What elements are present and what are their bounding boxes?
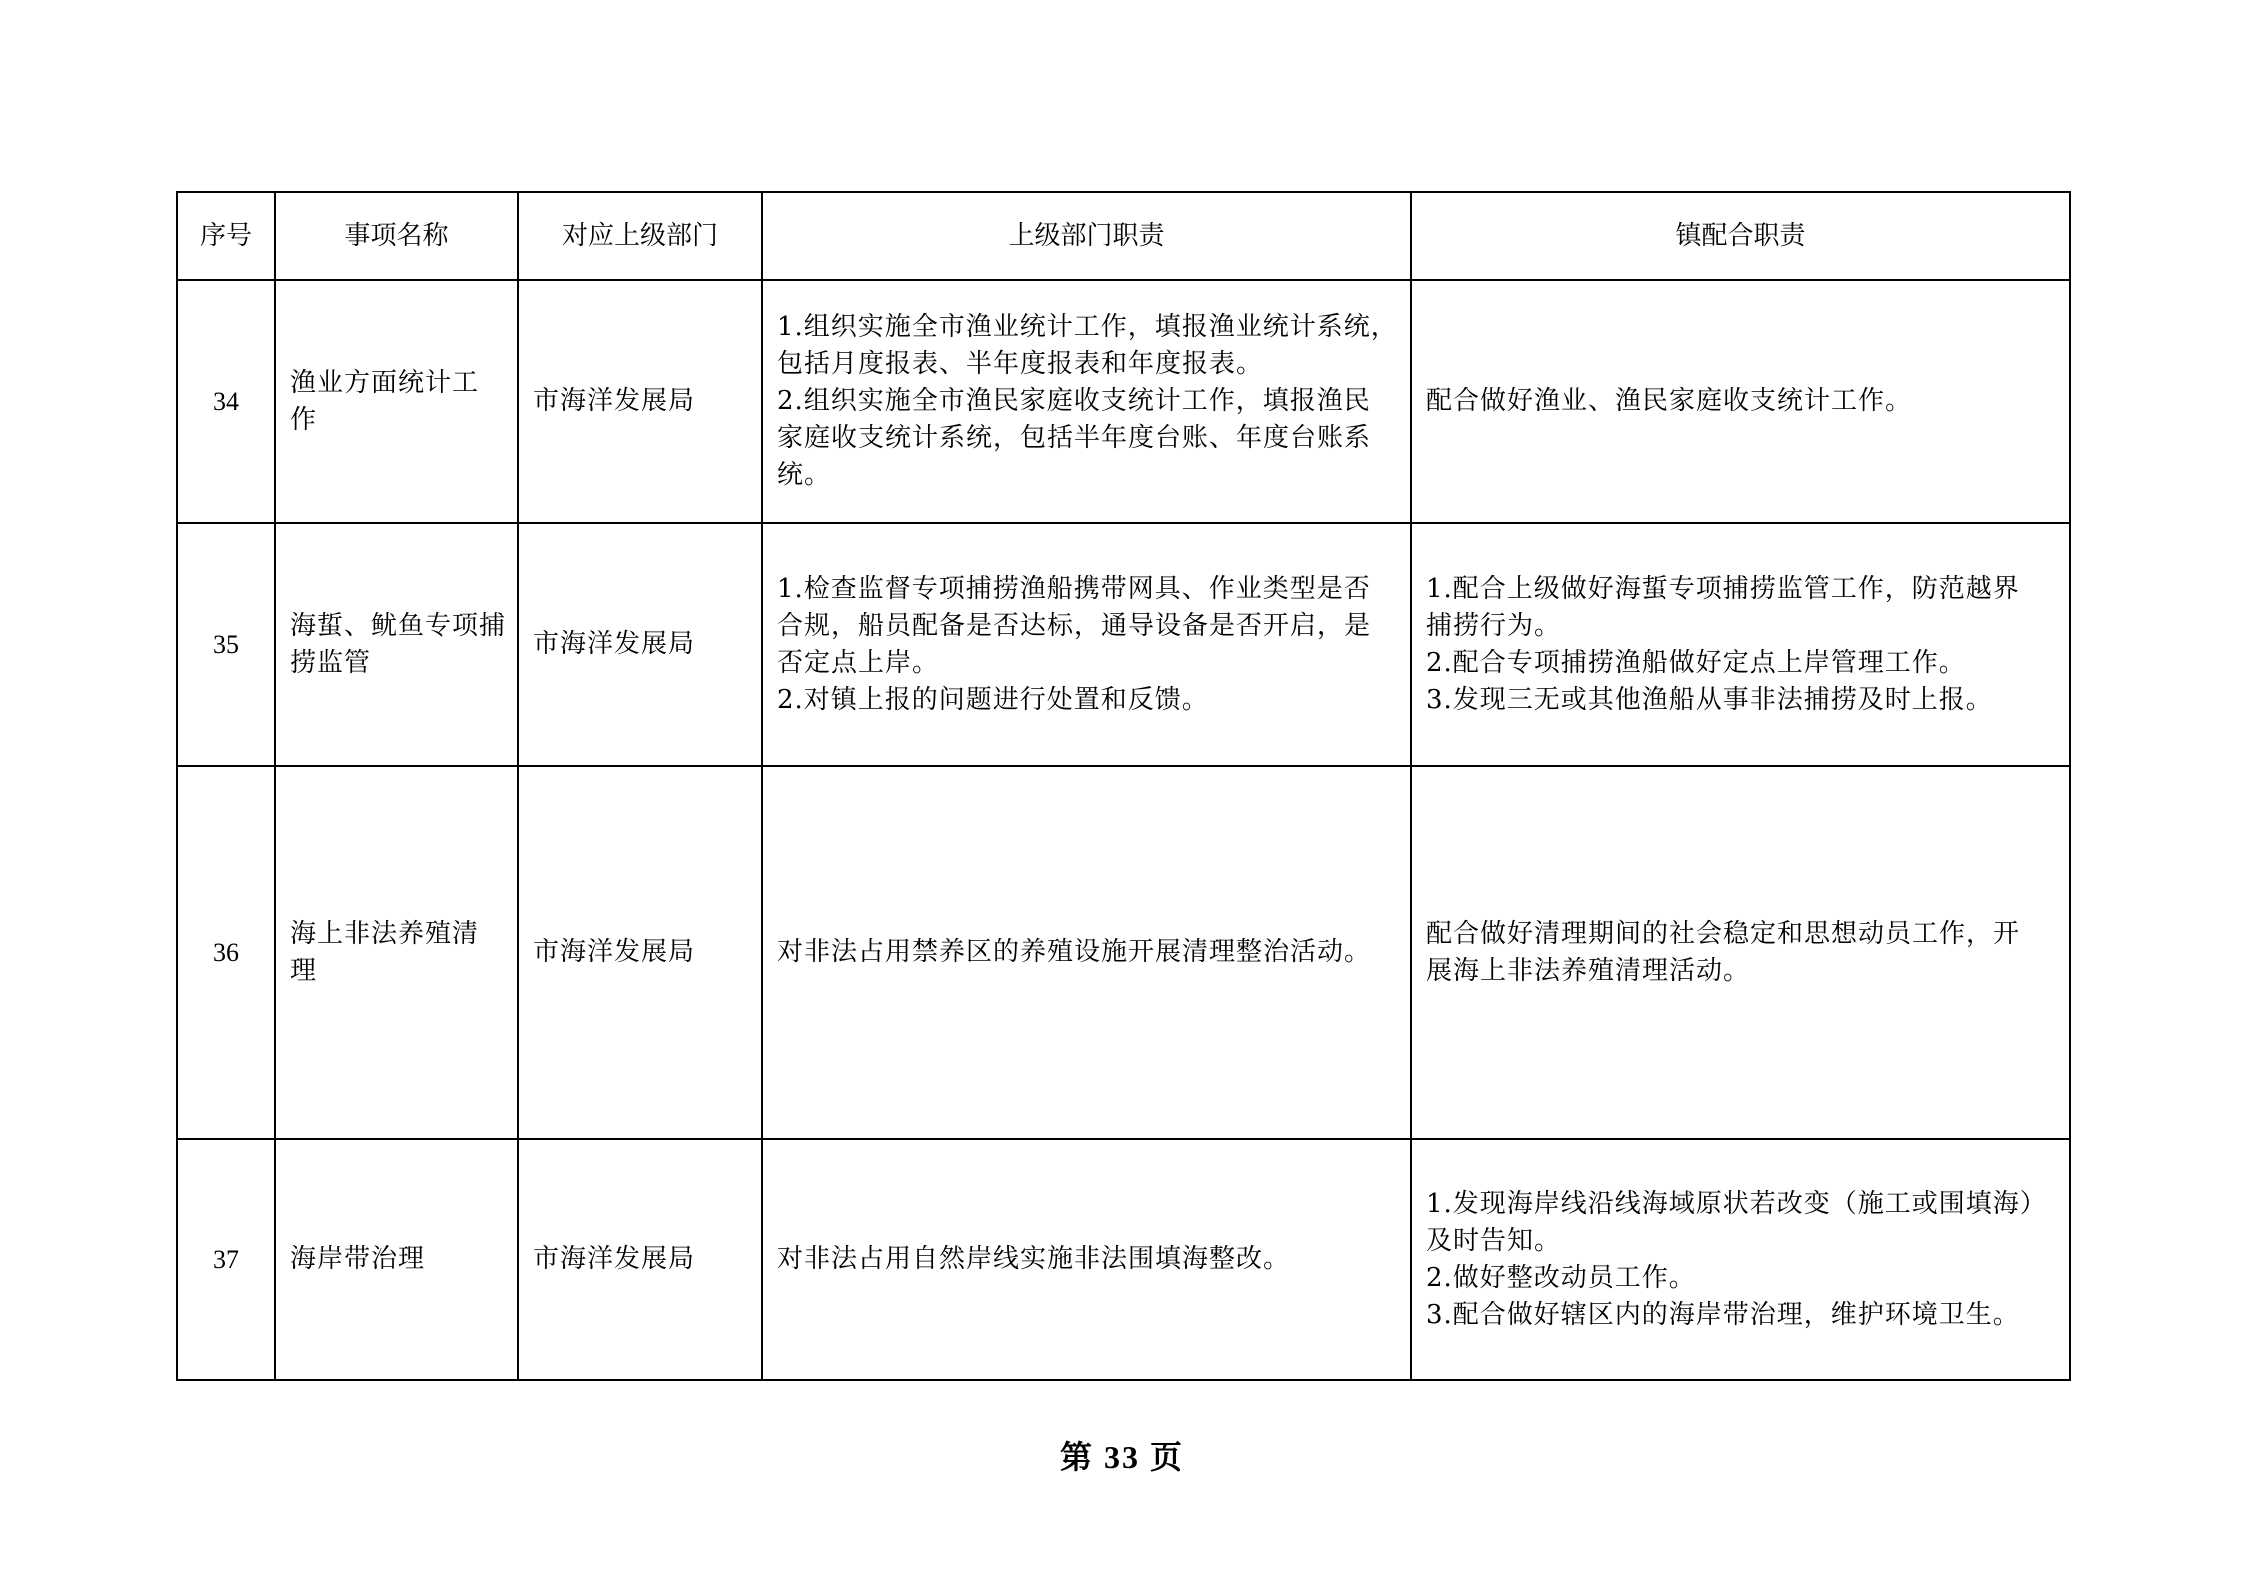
row-department: 市海洋发展局 xyxy=(518,280,762,523)
row-department: 市海洋发展局 xyxy=(518,523,762,766)
text-line: 1.组织实施全市渔业统计工作，填报渔业统计系统， xyxy=(777,312,1398,342)
row-serial: 34 xyxy=(177,280,275,523)
row-serial: 35 xyxy=(177,523,275,766)
row-upper-duties xyxy=(762,280,1411,523)
text-line: 包括月度报表、半年度报表和年度报表。 xyxy=(777,349,1264,379)
row-upper-duties xyxy=(762,1139,1411,1380)
text-line: 2.做好整改动员工作。 xyxy=(1426,1262,1696,1293)
table-row xyxy=(177,523,2070,766)
row-item-name xyxy=(275,523,518,766)
row-serial: 37 xyxy=(177,1139,275,1380)
text-line: 及时告知。 xyxy=(1426,1225,1562,1256)
header-upper-duties: 上级部门职责 xyxy=(762,192,1411,280)
row-town-duties xyxy=(1411,766,2070,1139)
row-town-duties xyxy=(1411,523,2070,766)
text-line: 海蜇、鱿鱼专项捕 xyxy=(290,610,507,641)
text-line: 2.组织实施全市渔民家庭收支统计工作，填报渔民 xyxy=(777,386,1371,416)
duty-table xyxy=(176,191,2071,1381)
row-department: 市海洋发展局 xyxy=(518,1139,762,1380)
text-line: 否定点上岸。 xyxy=(777,647,940,678)
text-line: 2.对镇上报的问题进行处置和反馈。 xyxy=(777,684,1209,715)
row-upper-duties xyxy=(762,523,1411,766)
table-header xyxy=(177,192,2070,280)
table-row xyxy=(177,766,2070,1139)
text-line: 海上非法养殖清 xyxy=(290,918,480,949)
text-line: 1.配合上级做好海蜇专项捕捞监管工作，防范越界 xyxy=(1426,573,2020,604)
text-line: 捞监管 xyxy=(290,647,372,678)
text-line: 家庭收支统计系统，包括半年度台账、年度台账系 xyxy=(777,423,1372,453)
text-line: 捕捞行为。 xyxy=(1426,610,1562,641)
text-line: 1.发现海岸线沿线海域原状若改变（施工或围填海） xyxy=(1426,1188,2047,1219)
header-upper-department: 对应上级部门 xyxy=(518,192,762,280)
text-line: 1.检查监督专项捕捞渔船携带网具、作业类型是否 xyxy=(777,573,1371,604)
text-line: 理 xyxy=(290,955,318,986)
row-town-duties xyxy=(1411,1139,2070,1380)
text-line: 作 xyxy=(290,404,318,435)
text-line: 3.发现三无或其他渔船从事非法捕捞及时上报。 xyxy=(1426,684,1993,715)
text-line: 配合做好清理期间的社会稳定和思想动员工作，开 xyxy=(1426,918,2021,949)
header-item-name: 事项名称 xyxy=(275,192,518,280)
text-line: 对非法占用禁养区的养殖设施开展清理整治活动。 xyxy=(777,937,1372,967)
row-department: 市海洋发展局 xyxy=(518,766,762,1139)
text-line: 3.配合做好辖区内的海岸带治理，维护环境卫生。 xyxy=(1426,1299,2020,1330)
text-line: 合规，船员配备是否达标，通导设备是否开启，是 xyxy=(777,610,1372,641)
table-row xyxy=(177,1139,2070,1380)
text-line: 统。 xyxy=(777,460,832,490)
text-line: 对非法占用自然岸线实施非法围填海整改。 xyxy=(777,1244,1291,1274)
header-serial: 序号 xyxy=(177,192,275,280)
text-line: 2.配合专项捕捞渔船做好定点上岸管理工作。 xyxy=(1426,647,1966,678)
page-number: 第 33 页 xyxy=(1059,1439,1184,1475)
text-line: 渔业方面统计工 xyxy=(290,367,480,398)
text-line: 海岸带治理 xyxy=(290,1244,426,1274)
row-item-name xyxy=(275,766,518,1139)
row-town-duties xyxy=(1411,280,2070,523)
header-row xyxy=(177,192,2070,280)
text-line: 展海上非法养殖清理活动。 xyxy=(1426,955,1751,986)
header-town-duties: 镇配合职责 xyxy=(1411,192,2070,280)
row-item-name xyxy=(275,280,518,523)
row-item-name xyxy=(275,1139,518,1380)
row-serial: 36 xyxy=(177,766,275,1139)
text-line: 配合做好渔业、渔民家庭收支统计工作。 xyxy=(1426,386,1913,416)
table-row xyxy=(177,280,2070,523)
table-body xyxy=(177,280,2070,1380)
row-upper-duties xyxy=(762,766,1411,1139)
